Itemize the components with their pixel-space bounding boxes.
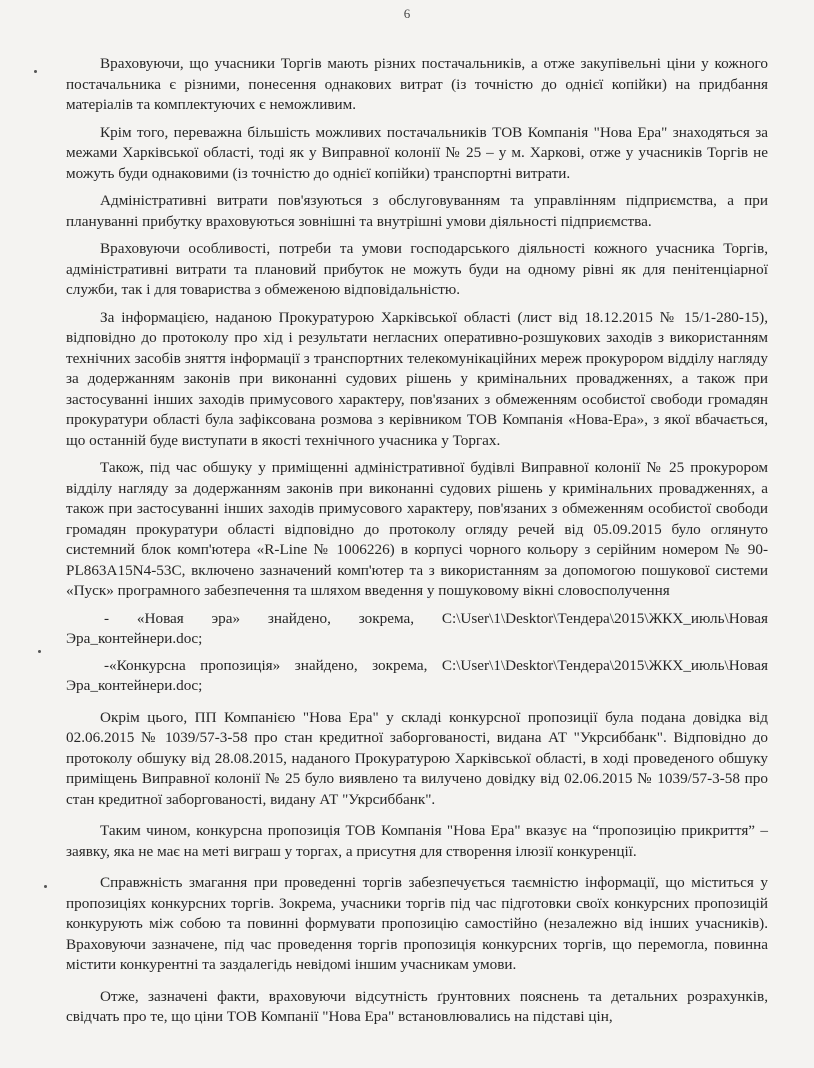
paragraph-admin-costs: Адміністративні витрати пов'язуються з обслуговуванням та управлінням підприємства, а при плануванні прибутку враховуються зовнішні та внутрішні умови діяльності підприємства. [66, 192, 768, 230]
margin-mark [34, 70, 37, 73]
paragraph-search: Також, під час обшуку у приміщенні адміністративної будівлі Виправної колонії № 25 прокурором відділу нагляду за додержанням законів при виконанні судових рішень у кримінальних провадженнях, а також при застосуванні інших заходів примусового характеру, пов'язаних з обмеженням особистої свободи громадян прокуратури області відповідно до протоколу огляду речей від 05.09.2015 було оглянуто системний блок комп'ютера «R-Line № 1006226) в корпусі чорного кольору з серійним номером № 90-PL863A15N4-53C, включено зазначений комп'ютер та з використанням за допомогою пошукової системи «Пуск» програмного забезпечення та шляхом введення у пошуковому вікні словосполучення [66, 459, 768, 599]
paragraph-cover-bid: Таким чином, конкурсна пропозиція ТОВ Компанія "Нова Ера" вказує на “пропозицію прикриття” – заявку, яка не має на меті виграш у торгах, а присутня для створення ілюзії конкуренції. [66, 822, 768, 860]
paragraph-prosecutor-info: За інформацією, наданою Прокуратурою Харківської області (лист від 18.12.2015 № 15/1-280-15), відповідно до протоколу про хід і результати негласних оперативно-розшукових заходів з використанням технічних засобів зняття інформації з транспортних телекомунікаційних мереж прокурором відділу нагляду за додержанням законів при виконанні судових рішень у кримінальних провадженнях, а також при застосуванні інших заходів примусового характеру, пов'язаних з обмеженням особистої свободи громадян прокуратури області була зафіксована розмова з керівником ТОВ Компанія «Нова-Ера», з якої вбачається, що останній буде виступати в якості технічного учасника у Торгах. [66, 308, 768, 449]
margin-mark [44, 885, 47, 888]
list-item-file-search-1: - «Новая эра» знайдено, зокрема, C:\User\1\Desktor\Тендера\2015\ЖКХ_июль\Новая Эра_контейнери.doc; [66, 609, 768, 647]
paragraph-competition: Справжність змагання при проведенні торгів забезпечується таємністю інформації, що міститься у пропозиціях конкурсних торгів. Зокрема, учасники торгів під час підготовки своїх конкурсних пропозицій конкурують між собою та повинні формувати пропозицію самостійно (незалежно від інших учасників). Враховуючи зазначене, під час проведення торгів пропозиція конкурсних торгів, що перемогла, повинна містити конкурентні та заздалегідь невідомі іншим учасникам умови. [66, 874, 768, 973]
paragraph-credit-certificate: Окрім цього, ПП Компанією "Нова Ера" у складі конкурсної пропозиції була подана довідка від 02.06.2015 № 1039/57-3-58 про стан кредитної заборгованості, видана АТ "Укрсиббанк". Відповідно до протоколу обшуку від 28.08.2015, наданого Прокуратурою Харківської області, в ході проведеного обшуку приміщень Виправної колонії № 25 було виявлено та вилучено довідку від 02.06.2015 № 1039/57-3-58 про стан кредитної заборгованості, видану АТ "Укрсиббанк". [66, 708, 768, 808]
margin-mark [38, 650, 41, 653]
paragraph-suppliers: Враховуючи, що учасники Торгів мають різних постачальників, а отже закупівельні ціни у кожного постачальника є різними, понесення однакових витрат (із точністю до однієї копійки) на придбання матеріалів та комплектуючих є неможливим. [66, 55, 768, 113]
page-number: 6 [403, 6, 411, 21]
paragraph-transport-costs: Крім того, переважна більшість можливих постачальників ТОВ Компанія "Нова Ера" знаходяться за межами Харківської області, тоді як у Виправної колонії № 25 – у м. Харкові, отже у учасників Торгів не можуть буди однаковими (із точністю до однієї копійки) транспортні витрати. [66, 123, 768, 182]
paragraph-profit: Враховуючи особливості, потреби та умови господарського діяльності кожного учасника Торгів, адміністративні витрати та плановий прибуток не можуть буди на одному рівні як для пенітенціарної служби, так і для товариства з обмеженою відповідальністю. [66, 240, 768, 298]
document-body [66, 54, 768, 1035]
list-item-file-search-2: -«Конкурсна пропозиція» знайдено, зокрема, C:\User\1\Desktor\Тендера\2015\ЖКХ_июль\Новая Эра_контейнери.doc; [66, 656, 768, 694]
paragraph-conclusion: Отже, зазначені факти, враховуючи відсутність ґрунтовних пояснень та детальних розрахунків, свідчать про те, що ціни ТОВ Компанії "Нова Ера" встановлювались на підставі цін, [66, 987, 768, 1025]
